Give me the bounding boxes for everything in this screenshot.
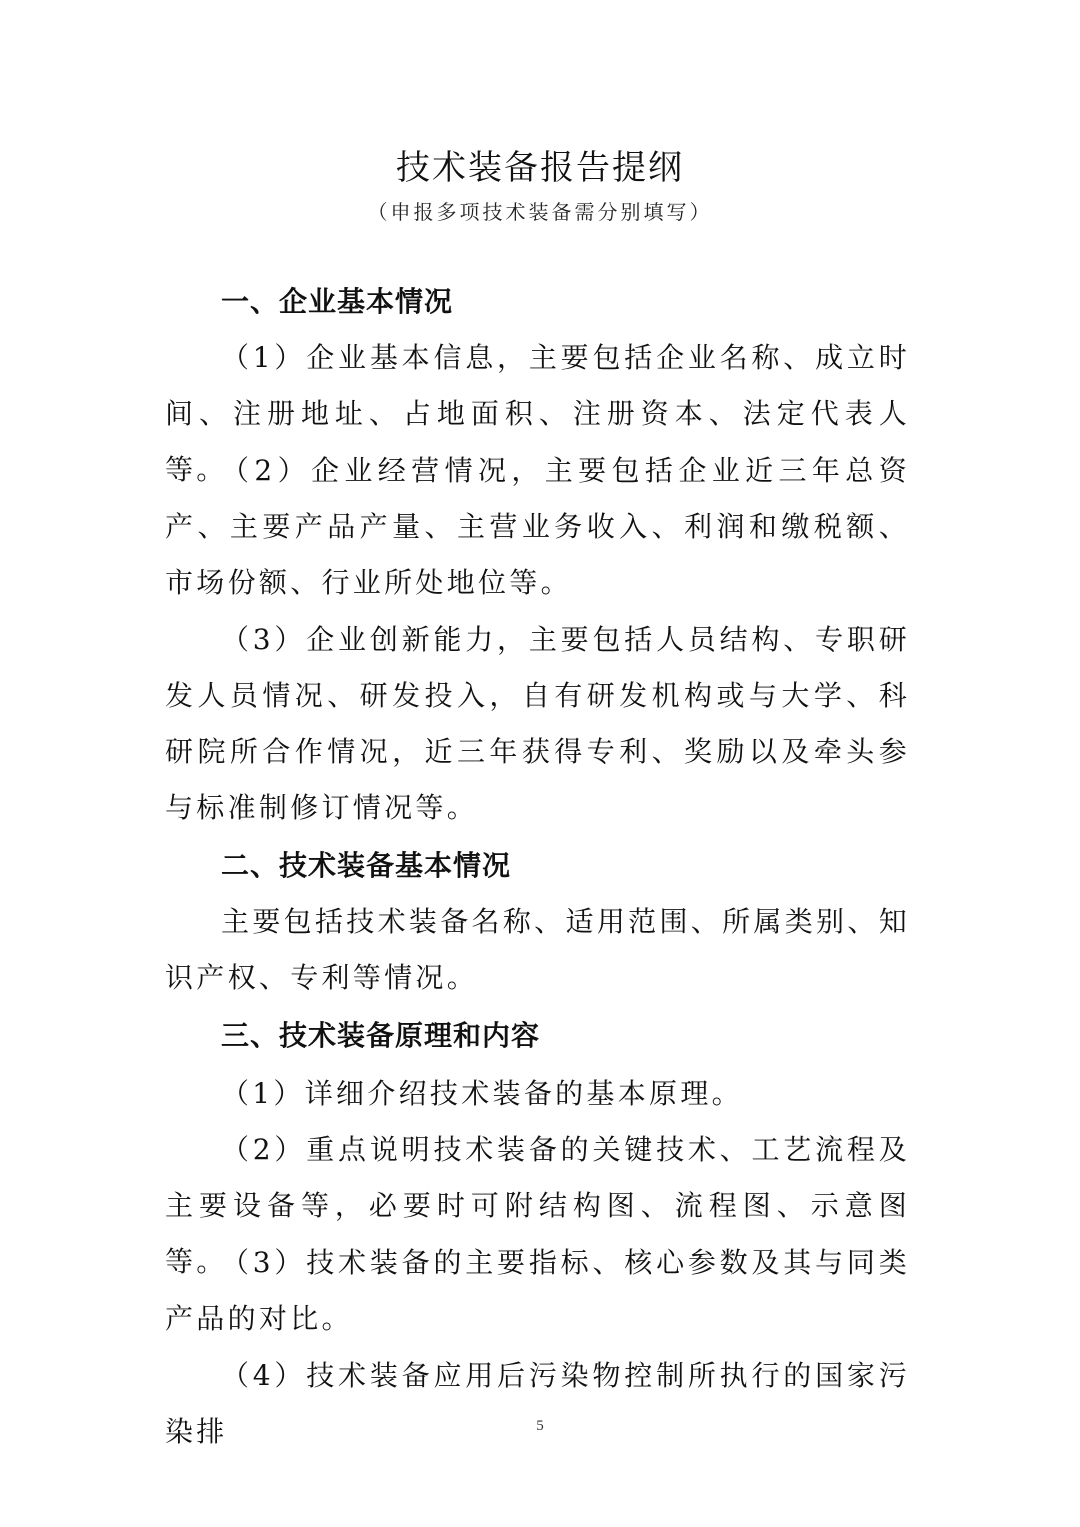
section-3-paragraph-4: （4）技术装备应用后污染物控制所执行的国家污染排 [165, 1359, 910, 1448]
section-heading-2: 二、技术装备基本情况 [221, 849, 512, 882]
section-1-paragraph-2: （2）企业经营情况，主要包括企业近三年总资产、主要产品产量、主营业务收入、利润和缴税额、市场份额、行业所处地位等。 [165, 454, 910, 599]
document-title: 技术装备报告提纲 [396, 148, 684, 188]
page-number: 5 [536, 1418, 544, 1434]
section-1-paragraph-1: （1）企业基本信息，主要包括企业名称、成立时间、注册地址、占地面积、注册资本、法定代表人等。 [165, 341, 910, 486]
section-heading-1: 一、企业基本情况 [221, 285, 454, 318]
section-3-paragraph-2: （2）重点说明技术装备的关键技术、工艺流程及主要设备等，必要时可附结构图、流程图、示意图等。 [165, 1133, 910, 1278]
document-subtitle: （申报多项技术装备需分别填写） [367, 200, 713, 224]
section-heading-3: 三、技术装备原理和内容 [221, 1019, 541, 1052]
section-3-paragraph-3: （3）技术装备的主要指标、核心参数及其与同类产品的对比。 [165, 1246, 910, 1335]
section-1-paragraph-3: （3）企业创新能力，主要包括人员结构、专职研发人员情况、研发投入，自有研发机构或与大学、科研院所合作情况，近三年获得专利、奖励以及牵头参与标准制修订情况等。 [165, 623, 910, 824]
section-3-paragraph-1: （1）详细介绍技术装备的基本原理。 [221, 1077, 743, 1110]
section-2-paragraph-1: 主要包括技术装备名称、适用范围、所属类别、知识产权、专利等情况。 [165, 905, 910, 994]
